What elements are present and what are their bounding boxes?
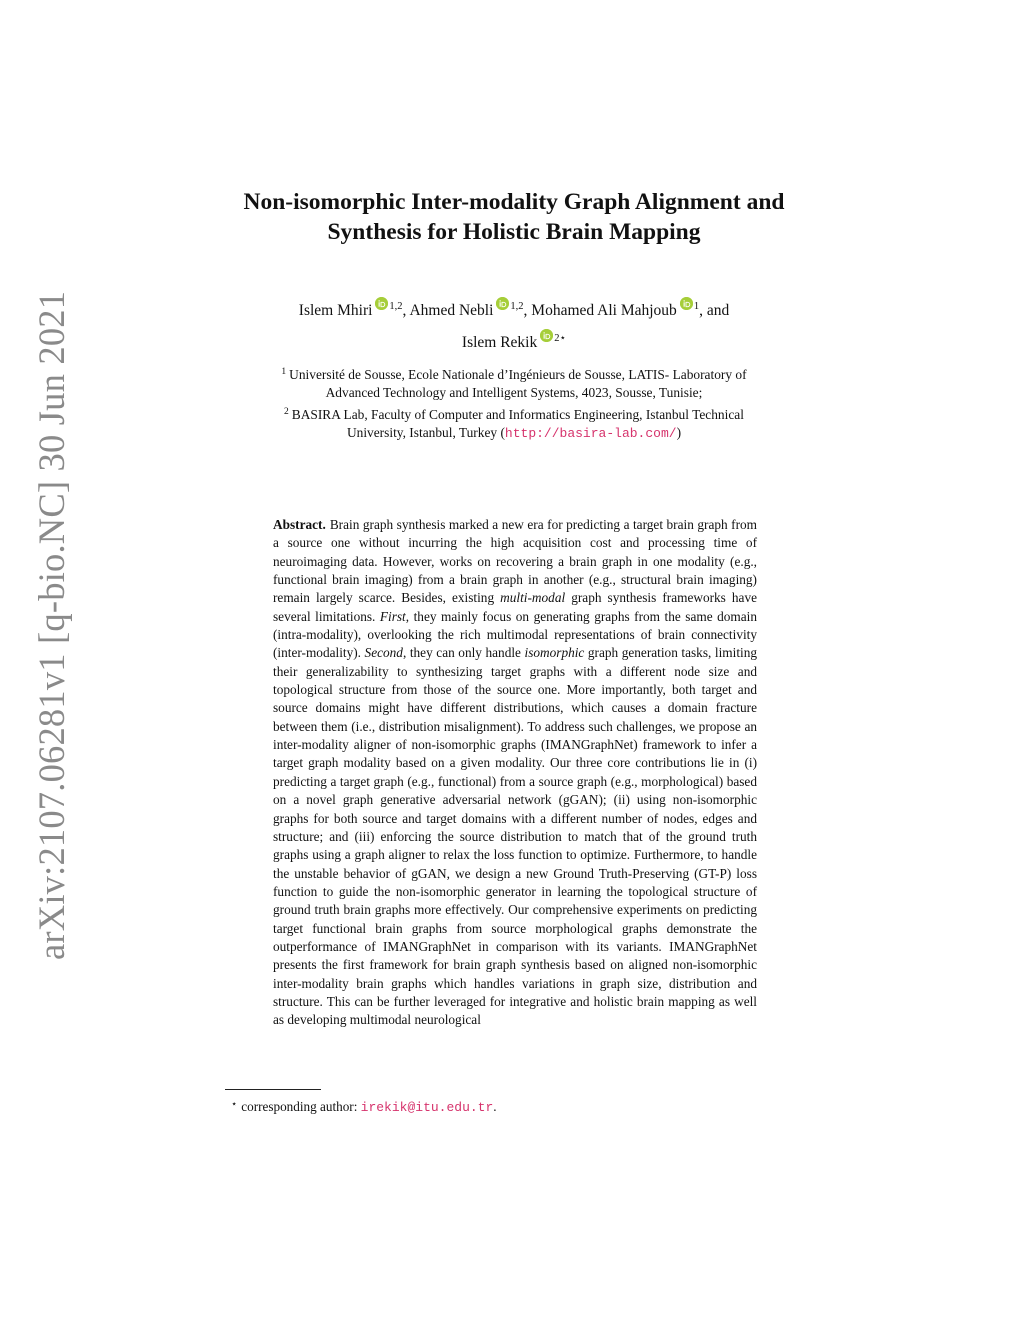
abstract-emphasis: multi-modal: [500, 590, 566, 606]
footnote-label: corresponding author:: [241, 1099, 361, 1114]
abstract-text: graph generation tasks, limiting their generalizability to synthesizing target graphs with a different node size and topological structure from those of the source one. More importantly, both target and source domains might have different distributions, which causes a domain fracture between them (i.e., distribution misalignment). To address such challenges, we propose an inter-modality aligner of non-isomorphic graphs (IMANGraphNet) framework to infer a target graph modality based on a given modality. Our three core contributions lie in (i) predicting a target graph (e.g., functional) from a source graph (e.g., morphological) based on a novel graph generative adversarial network (gGAN); (ii) using non-isomorphic graphs for both source and target domains with a different number of nodes, edges and structure; and (iii) enforcing the source distribution to match that of the ground truth graphs using a graph aligner to relax the loss function to optimize. Furthermore, to handle the unstable behavior of gGAN, we design a new Ground Truth-Preserving (GT-P) loss function to guide the non-isomorphic generator in learning the topological structure of ground truth brain graphs more effectively. Our comprehensive experiments on predicting target functional brain graphs from source morphological graphs demonstrate the outperformance of IMANGraphNet in comparison with its variants. IMANGraphNet presents the first framework for brain graph synthesis based on aligned non-isomorphic inter-modality brain graphs which handles variations in graph size, distribution and structure. This can be further leveraged for integrative and holistic brain mapping as well as developing multimodal neurological: [273, 645, 757, 1028]
author-separator: , and: [699, 302, 730, 319]
lab-website-link[interactable]: http://basira-lab.com/: [504, 425, 677, 441]
footnote-rule: [225, 1089, 321, 1090]
author-separator: ,: [402, 302, 410, 319]
affiliation-1-line-1: Université de Sousse, Ecole Nationale d’Ingénieurs de Sousse, LATIS- Laboratory of: [289, 367, 747, 382]
orcid-icon[interactable]: [680, 297, 693, 310]
affiliation-number: 1: [281, 367, 287, 377]
title-line-1: Non-isomorphic Inter-modality Graph Alignment and: [243, 189, 785, 215]
email-link[interactable]: irekik@itu.edu.tr: [360, 1100, 494, 1115]
affiliation-2-line-1: BASIRA Lab, Faculty of Computer and Informatics Engineering, Istanbul Technical: [291, 406, 744, 422]
arxiv-identifier-stamp: arXiv:2107.06281v1 [q-bio.NC] 30 Jun 2021: [31, 290, 72, 960]
footnote: [231, 1096, 791, 1117]
author-name: Islem Rekik: [461, 334, 538, 351]
abstract-text: Brain graph synthesis marked a new era for predicting a target brain graph from a source one without incurring the high acquisition cost and processing time of neuroimaging data. However, works on recovering a brain graph in one modality (e.g., functional brain imaging) from a brain graph in another (e.g., structural brain imaging) remain largely scarce. Besides, existing: [273, 517, 757, 606]
author-name: Islem Mhiri: [298, 302, 373, 319]
paper-title: [180, 187, 848, 247]
affiliation-2-close: ): [676, 424, 682, 440]
abstract-text: , they mainly focus on generating graphs from the same domain (intra-modality), overlooking the rich multimodal representations of brain connectivity (inter-modality).: [273, 608, 757, 661]
affiliation-number: 2: [284, 406, 289, 417]
abstract: [273, 516, 757, 1030]
affiliations: [240, 363, 788, 443]
abstract-text: , they can only handle: [402, 645, 525, 661]
abstract-emphasis: Second: [364, 645, 403, 661]
author-line-2: [200, 325, 828, 357]
author-affiliation-marker: 2⋆: [554, 333, 567, 344]
author-separator: ,: [523, 302, 532, 319]
abstract-emphasis: First: [379, 608, 406, 624]
affiliation-2: [240, 403, 788, 444]
author-affiliation-marker: 1,2: [510, 301, 524, 312]
author-affiliation-marker: 1,2: [389, 301, 403, 312]
footnote-end: .: [493, 1099, 497, 1114]
affiliation-1-line-2: Advanced Technology and Intelligent Systems, 4023, Sousse, Tunisie;: [325, 385, 703, 401]
abstract-text: graph synthesis frameworks have several limitations.: [273, 590, 757, 624]
abstract-emphasis: isomorphic: [524, 645, 585, 661]
orcid-icon[interactable]: [540, 329, 553, 342]
author-line-1: [200, 293, 828, 325]
author-name: Mohamed Ali Mahjoub: [531, 302, 677, 319]
affiliation-2-line-2: University, Istanbul, Turkey (: [346, 424, 505, 440]
author-name: Ahmed Nebli: [409, 302, 494, 319]
affiliation-1: [240, 363, 788, 403]
abstract-heading: Abstract.: [273, 517, 326, 532]
orcid-icon[interactable]: [496, 297, 509, 310]
author-affiliation-marker: 1: [693, 301, 700, 312]
title-line-2: Synthesis for Holistic Brain Mapping: [327, 219, 701, 245]
author-list: [200, 293, 828, 357]
orcid-icon[interactable]: [375, 297, 388, 310]
footnote-star: ⋆: [231, 1099, 238, 1110]
